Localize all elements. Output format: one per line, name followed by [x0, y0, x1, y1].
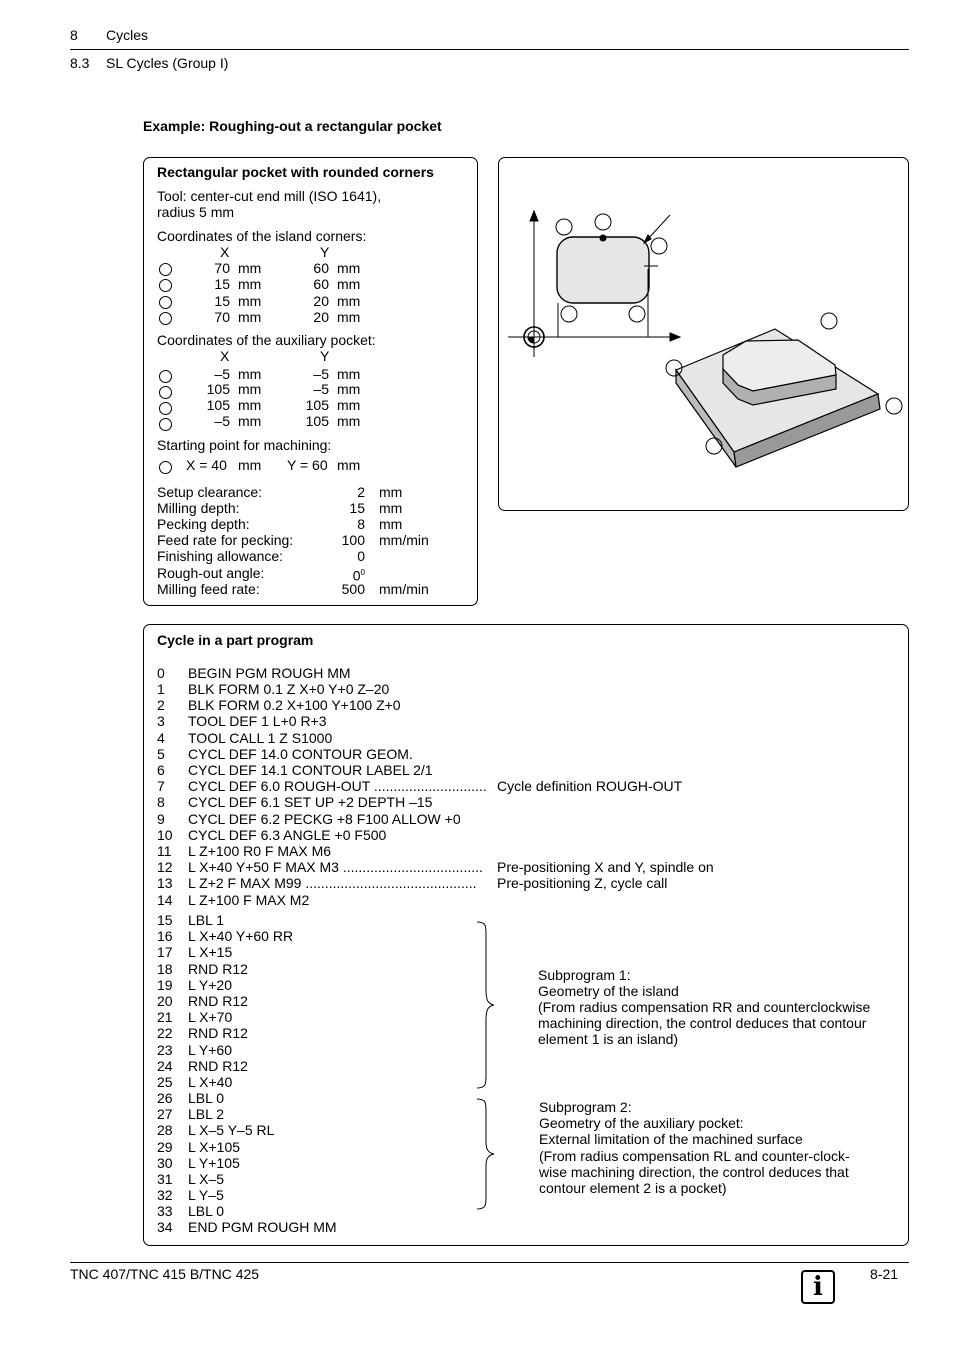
nc-block: LBL 2: [188, 1106, 225, 1122]
note-line: Geometry of the auxiliary pocket:: [539, 1115, 744, 1131]
unit: mm: [238, 260, 262, 276]
nc-block: CYCL DEF 6.1 SET UP +2 DEPTH –15: [188, 794, 433, 810]
param-unit: mm/min: [379, 532, 429, 548]
aux-y: –5: [313, 366, 329, 382]
chapter-title: Cycles: [106, 27, 149, 43]
line-number: 24: [157, 1058, 173, 1074]
program-title: Cycle in a part program: [157, 632, 314, 648]
nc-block: L X+40 Y+50 F MAX M3 ....................................: [188, 859, 483, 875]
param-label: Pecking depth:: [157, 516, 250, 532]
corner-marker-icon: [159, 263, 172, 276]
param-label: Finishing allowance:: [157, 548, 284, 564]
aux-y: 105: [305, 413, 329, 429]
nc-block: L X–5: [188, 1171, 225, 1187]
nc-block: L X–5 Y–5 RL: [188, 1122, 275, 1138]
line-number: 30: [157, 1155, 173, 1171]
corner-marker-icon: [159, 386, 172, 399]
island-y: 60: [313, 260, 329, 276]
nc-block: BEGIN PGM ROUGH MM: [188, 665, 351, 681]
brace-subprogram-2: [476, 1097, 496, 1211]
nc-block: L Y+20: [188, 977, 232, 993]
island-x-header: X: [220, 244, 230, 260]
unit: mm: [238, 381, 262, 397]
nc-block: TOOL DEF 1 L+0 R+3: [188, 713, 327, 729]
line-number: 15: [157, 912, 173, 928]
nc-block: L X+105: [188, 1139, 241, 1155]
unit: mm: [238, 457, 262, 473]
aux-heading: Coordinates of the auxiliary pocket:: [157, 332, 376, 348]
callout-circle: [629, 306, 645, 322]
island-x: 15: [214, 293, 230, 309]
nc-block: BLK FORM 0.1 Z X+0 Y+0 Z–20: [188, 681, 390, 697]
callout-circle: [886, 398, 902, 414]
corner-marker-icon: [159, 402, 172, 415]
line-number: 23: [157, 1042, 173, 1058]
island-y: 60: [313, 276, 329, 292]
start-marker-icon: [159, 461, 172, 474]
param-value: 500: [341, 581, 365, 597]
unit: mm: [337, 457, 361, 473]
tool-line-2: radius 5 mm: [157, 204, 235, 220]
line-number: 32: [157, 1187, 173, 1203]
corner-marker-icon: [159, 279, 172, 292]
nc-block: TOOL CALL 1 Z S1000: [188, 730, 333, 746]
note-line: element 1 is an island): [538, 1031, 679, 1047]
line-number: 18: [157, 961, 173, 977]
line-number: 5: [157, 746, 165, 762]
nc-block: END PGM ROUGH MM: [188, 1219, 337, 1235]
aux-x: –5: [214, 413, 230, 429]
line-number: 34: [157, 1219, 173, 1235]
info-icon: i: [801, 1270, 835, 1304]
line-number: 12: [157, 859, 173, 875]
note-line: (From radius compensation RL and counter-clock-: [539, 1148, 850, 1164]
aux-y: –5: [313, 381, 329, 397]
spec-title: Rectangular pocket with rounded corners: [157, 164, 434, 180]
unit: mm: [238, 366, 262, 382]
param-unit: mm/min: [379, 581, 429, 597]
callout-circle: [561, 306, 577, 322]
island-y-header: Y: [320, 244, 330, 260]
line-number: 21: [157, 1009, 173, 1025]
corner-marker-icon: [159, 312, 172, 325]
unit: mm: [337, 366, 361, 382]
example-title: Example: Roughing-out a rectangular pocket: [143, 118, 442, 134]
header-rule: [70, 49, 909, 50]
line-number: 19: [157, 977, 173, 993]
callout-circle: [651, 238, 667, 254]
start-y: Y = 60: [287, 457, 328, 473]
unit: mm: [238, 413, 262, 429]
param-unit: mm: [379, 516, 403, 532]
block-comment: Pre-positioning Z, cycle call: [497, 875, 668, 891]
unit: mm: [238, 397, 262, 413]
nc-block: LBL 1: [188, 912, 225, 928]
nc-block: L Z+100 F MAX M2: [188, 892, 310, 908]
block-comment: Cycle definition ROUGH-OUT: [497, 778, 683, 794]
param-value: 15: [349, 500, 365, 516]
island-x: 70: [214, 260, 230, 276]
line-number: 13: [157, 875, 173, 891]
footer-model: TNC 407/TNC 415 B/TNC 425: [70, 1266, 260, 1282]
line-number: 27: [157, 1106, 173, 1122]
param-label: Feed rate for pecking:: [157, 532, 294, 548]
corner-marker-icon: [159, 418, 172, 431]
unit: mm: [238, 309, 262, 325]
line-number: 0: [157, 665, 165, 681]
aux-x: –5: [214, 366, 230, 382]
line-number: 16: [157, 928, 173, 944]
aux-x: 105: [206, 397, 230, 413]
island-heading: Coordinates of the island corners:: [157, 228, 367, 244]
param-value: 2: [357, 484, 365, 500]
param-label: Setup clearance:: [157, 484, 263, 500]
param-value-text: 0: [352, 567, 361, 584]
section-title: SL Cycles (Group I): [106, 55, 229, 71]
note-line: (From radius compensation RR and counterclockwise: [538, 999, 871, 1015]
aux-y-header: Y: [320, 348, 330, 364]
unit: mm: [238, 276, 262, 292]
callout-circle: [706, 438, 722, 454]
nc-block: LBL 0: [188, 1203, 225, 1219]
island-x: 15: [214, 276, 230, 292]
corner-marker-icon: [159, 296, 172, 309]
unit: mm: [337, 309, 361, 325]
line-number: 3: [157, 713, 165, 729]
line-number: 29: [157, 1139, 173, 1155]
callout-circle: [595, 214, 611, 230]
line-number: 11: [157, 843, 172, 859]
line-number: 7: [157, 778, 165, 794]
note-line: machining direction, the control deduces that contour: [538, 1015, 867, 1031]
unit: mm: [337, 413, 361, 429]
nc-block: LBL 0: [188, 1090, 225, 1106]
param-value: 0: [357, 548, 365, 564]
line-number: 25: [157, 1074, 173, 1090]
unit: mm: [337, 260, 361, 276]
line-number: 22: [157, 1025, 173, 1041]
unit: mm: [337, 276, 361, 292]
line-number: 4: [157, 730, 165, 746]
callout-circle: [556, 219, 572, 235]
nc-block: RND R12: [188, 1058, 248, 1074]
island-x: 70: [214, 309, 230, 325]
nc-block: L X+70: [188, 1009, 233, 1025]
island-y: 20: [313, 309, 329, 325]
line-number: 33: [157, 1203, 173, 1219]
line-number: 2: [157, 697, 165, 713]
note-line: Subprogram 1:: [538, 967, 631, 983]
param-label: Milling feed rate:: [157, 581, 260, 597]
nc-block: L Y+105: [188, 1155, 240, 1171]
line-number: 6: [157, 762, 165, 778]
start-heading: Starting point for machining:: [157, 437, 332, 453]
nc-block: L Z+2 F MAX M99 ............................................: [188, 875, 477, 891]
chapter-number: 8: [70, 27, 78, 43]
nc-block: CYCL DEF 6.2 PECKG +8 F100 ALLOW +0: [188, 811, 461, 827]
aux-y: 105: [305, 397, 329, 413]
nc-block: RND R12: [188, 1025, 248, 1041]
nc-block: BLK FORM 0.2 X+100 Y+100 Z+0: [188, 697, 401, 713]
brace-subprogram-1: [476, 920, 496, 1090]
nc-block: L Y+60: [188, 1042, 232, 1058]
nc-block: CYCL DEF 6.0 ROUGH-OUT .............................: [188, 778, 487, 794]
callout-circle: [821, 313, 837, 329]
param-value: 100: [341, 532, 365, 548]
param-unit: mm: [379, 484, 403, 500]
nc-block: L Z+100 R0 F MAX M6: [188, 843, 332, 859]
footer-rule: [70, 1262, 909, 1263]
nc-block: L X+15: [188, 944, 233, 960]
unit: mm: [337, 293, 361, 309]
start-x: X = 40: [186, 457, 227, 473]
island-y: 20: [313, 293, 329, 309]
section-number: 8.3: [70, 55, 90, 71]
unit: mm: [337, 381, 361, 397]
page-number: 8-21: [870, 1266, 899, 1282]
corner-marker-icon: [159, 370, 172, 383]
line-number: 20: [157, 993, 173, 1009]
param-label: Rough-out angle:: [157, 565, 265, 581]
line-number: 10: [157, 827, 173, 843]
note-line: contour element 2 is a pocket): [539, 1180, 727, 1196]
nc-block: CYCL DEF 14.1 CONTOUR LABEL 2/1: [188, 762, 433, 778]
line-number: 26: [157, 1090, 173, 1106]
pocket-illustration: [498, 157, 909, 511]
nc-block: L Y–5: [188, 1187, 224, 1203]
degree-sup: 0: [360, 568, 365, 577]
island-sketch: [557, 237, 649, 303]
line-number: 31: [157, 1171, 173, 1187]
line-number: 17: [157, 944, 173, 960]
nc-block: L X+40 Y+60 RR: [188, 928, 294, 944]
aux-x: 105: [206, 381, 230, 397]
nc-block: L X+40: [188, 1074, 233, 1090]
note-line: External limitation of the machined surface: [539, 1131, 803, 1147]
y-axis-arrow-icon: [530, 211, 538, 221]
line-number: 8: [157, 794, 165, 810]
line-number: 28: [157, 1122, 173, 1138]
line-number: 14: [157, 892, 173, 908]
line-number: 1: [157, 681, 165, 697]
block-comment: Pre-positioning X and Y, spindle on: [497, 859, 714, 875]
nc-block: RND R12: [188, 993, 248, 1009]
param-unit: mm: [379, 500, 403, 516]
unit: mm: [238, 293, 262, 309]
note-line: wise machining direction, the control deduces that: [539, 1164, 849, 1180]
unit: mm: [337, 397, 361, 413]
tool-line-1: Tool: center-cut end mill (ISO 1641),: [157, 188, 382, 204]
aux-x-header: X: [220, 348, 230, 364]
start-point-dot: [600, 235, 606, 241]
nc-block: CYCL DEF 14.0 CONTOUR GEOM.: [188, 746, 413, 762]
nc-block: RND R12: [188, 961, 248, 977]
param-label: Milling depth:: [157, 500, 240, 516]
param-value: 8: [357, 516, 365, 532]
nc-block: CYCL DEF 6.3 ANGLE +0 F500: [188, 827, 387, 843]
line-number: 9: [157, 811, 165, 827]
note-line: Geometry of the island: [538, 983, 679, 999]
note-line: Subprogram 2:: [539, 1099, 632, 1115]
x-axis-arrow-icon: [670, 333, 680, 341]
